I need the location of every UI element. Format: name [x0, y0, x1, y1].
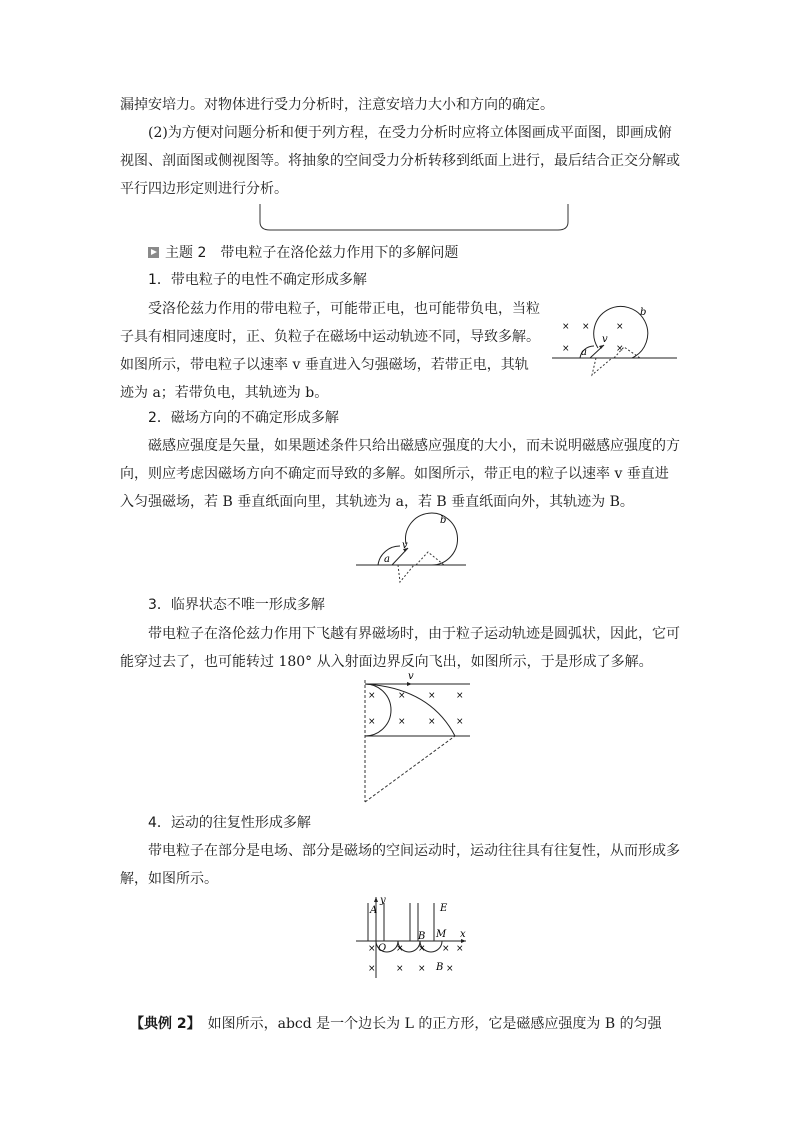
- field-cross: ×: [446, 964, 454, 974]
- label-a: a: [384, 554, 390, 565]
- label-A: A: [370, 905, 378, 916]
- topic-heading-row: [148, 243, 458, 263]
- section-1-body: 受洛伦兹力作用的带电粒子，可能带正电，也可能带负电，当粒子具有相同速度时，正、负粒子在磁场中运动轨迹不同，导致多解。如图所示，带电粒子以速率 v 垂直进入匀强磁场，若带正电，其轨迹为 a；若带负电，其轨迹为 b。: [120, 301, 540, 401]
- radius-lines: [398, 552, 444, 582]
- label-y: y: [380, 895, 386, 906]
- section-4-body: 带电粒子在部分是电场、部分是磁场的空间运动时，运动往往具有往复性，从而形成多解，如图所示。: [120, 843, 680, 887]
- section-3-body: 带电粒子在洛伦兹力作用下飞越有界磁场时，由于粒子运动轨迹是圆弧状，因此，它可能穿过去了，也可能转过 180° 从入射面边界反向飞出，如图所示，于是形成了多解。: [120, 626, 680, 670]
- section-3-title: 3．临界状态不唯一形成多解: [148, 597, 325, 613]
- intro-line-1: 漏掉安培力。对物体进行受力分析时，注意安培力大小和方向的确定。: [120, 97, 554, 113]
- example-label: 【典例 2】: [130, 1016, 194, 1032]
- label-x: x: [460, 929, 466, 940]
- field-cross: ×: [616, 344, 624, 354]
- field-cross: ×: [368, 944, 376, 954]
- trajectory-through: [365, 684, 455, 736]
- empty-frame: [258, 204, 570, 232]
- label-B-field: B: [436, 962, 444, 973]
- example-text: 如图所示，abcd 是一个边长为 L 的正方形，它是磁感应强度为 B 的匀强: [193, 1016, 662, 1032]
- frame-path: [260, 204, 568, 230]
- field-cross: ×: [428, 717, 436, 727]
- field-cross: ×: [368, 964, 376, 974]
- label-a: a: [581, 347, 587, 358]
- field-cross: ×: [456, 944, 464, 954]
- field-cross: ×: [396, 964, 404, 974]
- topic-heading: 主题 2 带电粒子在洛伦兹力作用下的多解问题: [165, 245, 459, 261]
- field-cross: ×: [616, 322, 624, 332]
- label-v: v: [402, 540, 408, 551]
- label-v: v: [408, 671, 414, 682]
- figure-1-charge-sign: [552, 305, 677, 383]
- intro-paragraph-2: (2)为方便对问题分析和便于列方程，在受力分析时应将立体图画成平面图，即画成俯视图、剖面图或侧视图等。将抽象的空间受力分析转移到纸面上进行，最后结合正交分解或平行四边形定则进行分析。: [120, 125, 680, 197]
- field-cross: ×: [428, 691, 436, 701]
- field-cross: ×: [398, 717, 406, 727]
- field-cross: ×: [398, 691, 406, 701]
- field-cross: ×: [368, 691, 376, 701]
- field-cross: ×: [562, 344, 570, 354]
- field-cross: ×: [418, 964, 426, 974]
- trajectory-b: [406, 513, 458, 565]
- field-cross: ×: [442, 944, 450, 954]
- section-2-body: 磁感应强度是矢量，如果题述条件只给出磁感应强度的大小，而未说明磁感应强度的方向，则应考虑因磁场方向不确定而导致的多解。如图所示，带正电的粒子以速率 v 垂直进入匀强磁场，若 B 垂直纸面向里，其轨迹为 a，若 B 垂直纸面向外，其轨迹为 B。: [120, 438, 680, 510]
- section-4-title: 4．运动的往复性形成多解: [148, 815, 311, 831]
- field-cross: ×: [368, 717, 376, 727]
- label-M: M: [436, 929, 447, 940]
- section-2-title: 2．磁场方向的不确定形成多解: [148, 410, 339, 426]
- field-cross: ×: [396, 944, 404, 954]
- field-cross: ×: [418, 944, 426, 954]
- field-cross: ×: [456, 691, 464, 701]
- label-b: b: [640, 307, 647, 318]
- section-1-title: 1．带电粒子的电性不确定形成多解: [148, 272, 367, 288]
- field-cross: ×: [582, 322, 590, 332]
- label-b: b: [440, 515, 447, 526]
- figure-4-periodic-motion: [356, 893, 476, 978]
- label-B: B: [418, 931, 426, 942]
- play-icon: [148, 247, 159, 258]
- figure-3-critical-state: [360, 671, 475, 802]
- field-cross: ×: [456, 717, 464, 727]
- figure-2-field-direction: [356, 510, 466, 586]
- label-v: v: [602, 334, 608, 345]
- field-cross: ×: [562, 322, 570, 332]
- example-line: [130, 1010, 690, 1038]
- label-E: E: [440, 903, 448, 914]
- label-O: O: [378, 943, 387, 954]
